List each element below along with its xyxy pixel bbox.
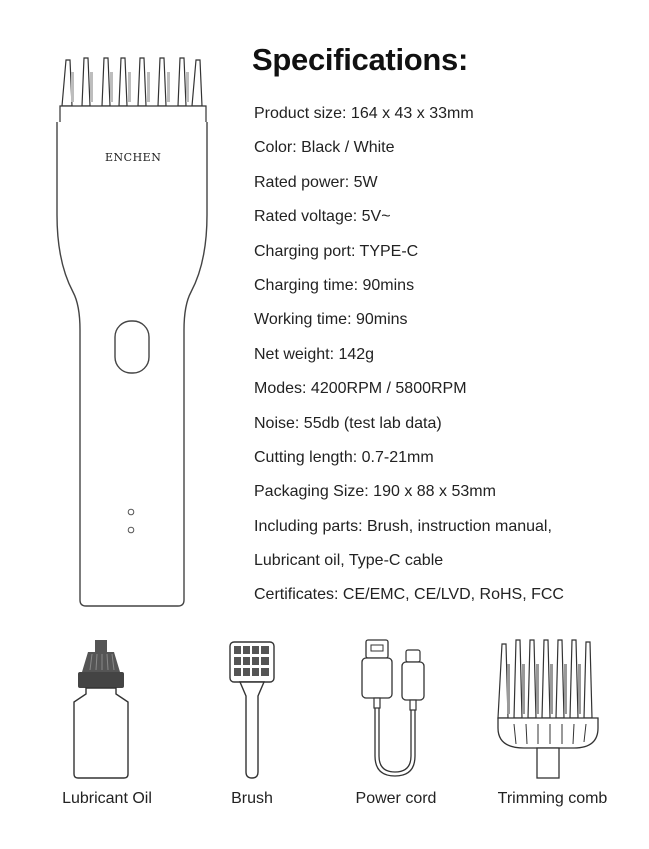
- spec-noise: Noise: 55db (test lab data): [254, 414, 442, 432]
- specifications-list: [254, 97, 564, 613]
- spec-certificates: Certificates: CE/EMC, CE/LVD, RoHS, FCC: [254, 586, 564, 604]
- brand-logo: ENCHEN: [105, 151, 162, 164]
- spec-working-time: Working time: 90mins: [254, 311, 408, 329]
- accessory-label-lubricant-oil: Lubricant Oil: [62, 790, 152, 807]
- accessory-label-brush: Brush: [231, 790, 273, 807]
- spec-rated-power: Rated power: 5W: [254, 173, 378, 191]
- hair-clipper-illustration: [40, 50, 210, 610]
- spec-including-parts: Including parts: Brush, instruction manual,: [254, 517, 552, 535]
- oil-bottle-icon: [66, 636, 138, 781]
- spec-product-size: Product size: 164 x 43 x 33mm: [254, 105, 474, 122]
- spec-charging-port: Charging port: TYPE-C: [254, 242, 419, 260]
- accessory-label-trimming-comb: Trimming comb: [497, 790, 608, 807]
- comb-icon: [494, 634, 604, 784]
- spec-including-parts-continued: Lubricant oil, Type-C cable: [254, 552, 444, 570]
- specifications-title: Specifications:: [252, 42, 468, 77]
- spec-packaging-size: Packaging Size: 190 x 88 x 53mm: [254, 483, 496, 501]
- spec-charging-time: Charging time: 90mins: [254, 276, 415, 294]
- spec-rated-voltage: Rated voltage: 5V~: [254, 208, 391, 226]
- spec-cutting-length: Cutting length: 0.7-21mm: [254, 448, 434, 466]
- spec-modes: Modes: 4200RPM / 5800RPM: [254, 380, 467, 398]
- usb-cable-icon: [354, 636, 438, 781]
- spec-color: Color: Black / White: [254, 139, 395, 157]
- spec-net-weight: Net weight: 142g: [254, 345, 375, 363]
- accessory-label-power-cord: Power cord: [355, 790, 437, 807]
- brush-icon: [222, 640, 282, 780]
